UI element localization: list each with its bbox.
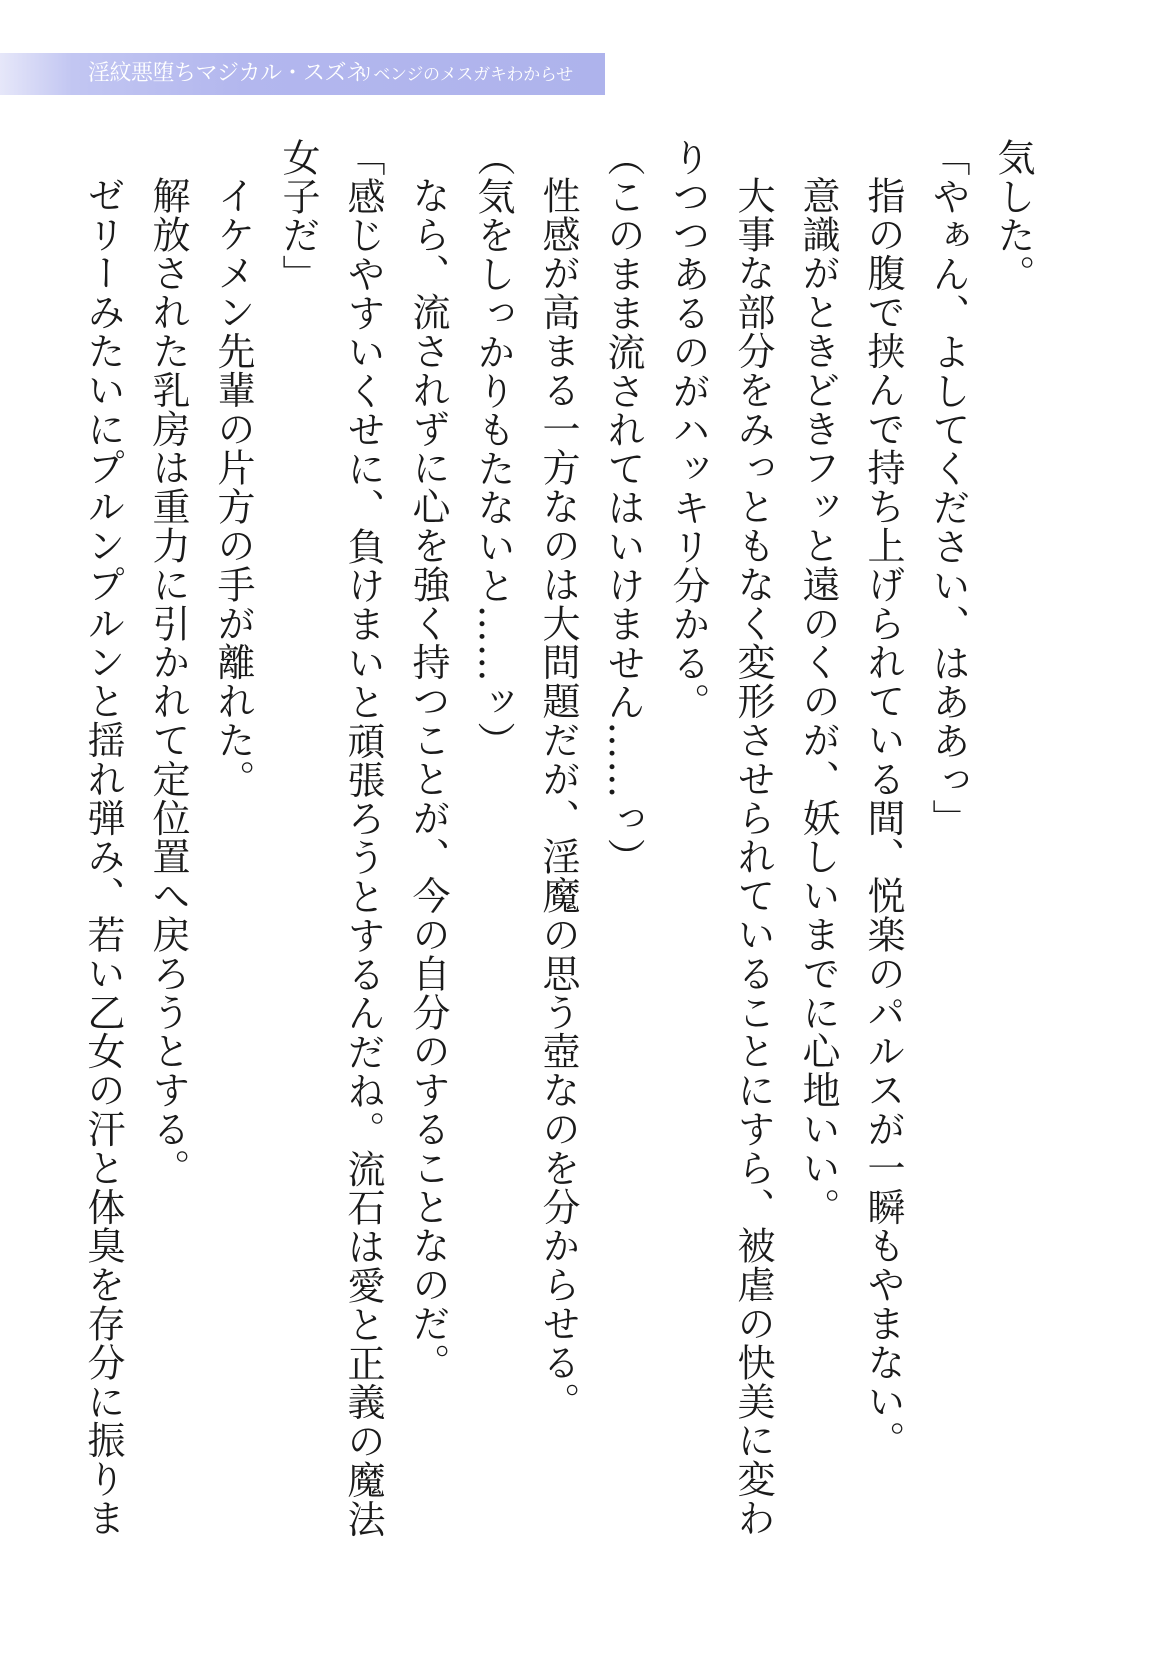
book-title: 淫紋悪堕ちマジカル・スズネ [88, 61, 368, 86]
text-column: 「やぁん、よしてください、はああっ」 [926, 138, 970, 839]
text-column: なら、流されずに心を強く持つことが、今の自分のすることなのだ。 [406, 176, 450, 1382]
text-column: 「感じやすいくせに、負けまいと頑張ろうとするんだね。流石は愛と正義の魔法 [341, 138, 385, 1539]
book-subtitle: リベンジのメスガキわからせ [357, 65, 573, 85]
running-header [0, 53, 605, 95]
text-column: 気した。 [991, 138, 1035, 294]
text-column: 意識がときどきフッと遠のくのが、妖しいまでに心地いい。 [796, 176, 840, 1227]
vertical-text-body [70, 138, 1045, 1558]
text-column: 解放された乳房は重力に引かれて定位置へ戻ろうとする。 [146, 176, 190, 1188]
text-column: ゼリーみたいにプルンプルンと揺れ弾み、若い乙女の汗と体臭を存分に振りま [81, 176, 125, 1538]
text-column: 女子だ」 [276, 138, 320, 294]
text-column: 性感が高まる一方なのは大問題だが、淫魔の思う壺なのを分からせる。 [536, 176, 580, 1421]
text-column: （このまま流されてはいけません……っ） [601, 138, 645, 878]
text-column: （気をしっかりもたないと……ッ） [471, 138, 515, 761]
text-column: イケメン先輩の片方の手が離れた。 [211, 176, 255, 799]
text-column: 大事な部分をみっともなく変形させられていることにすら、被虐の快美に変わ [731, 176, 775, 1538]
text-column: りつつあるのがハッキリ分かる。 [666, 138, 710, 722]
text-column: 指の腹で挟んで持ち上げられている間、悦楽のパルスが一瞬もやまない。 [861, 176, 905, 1460]
